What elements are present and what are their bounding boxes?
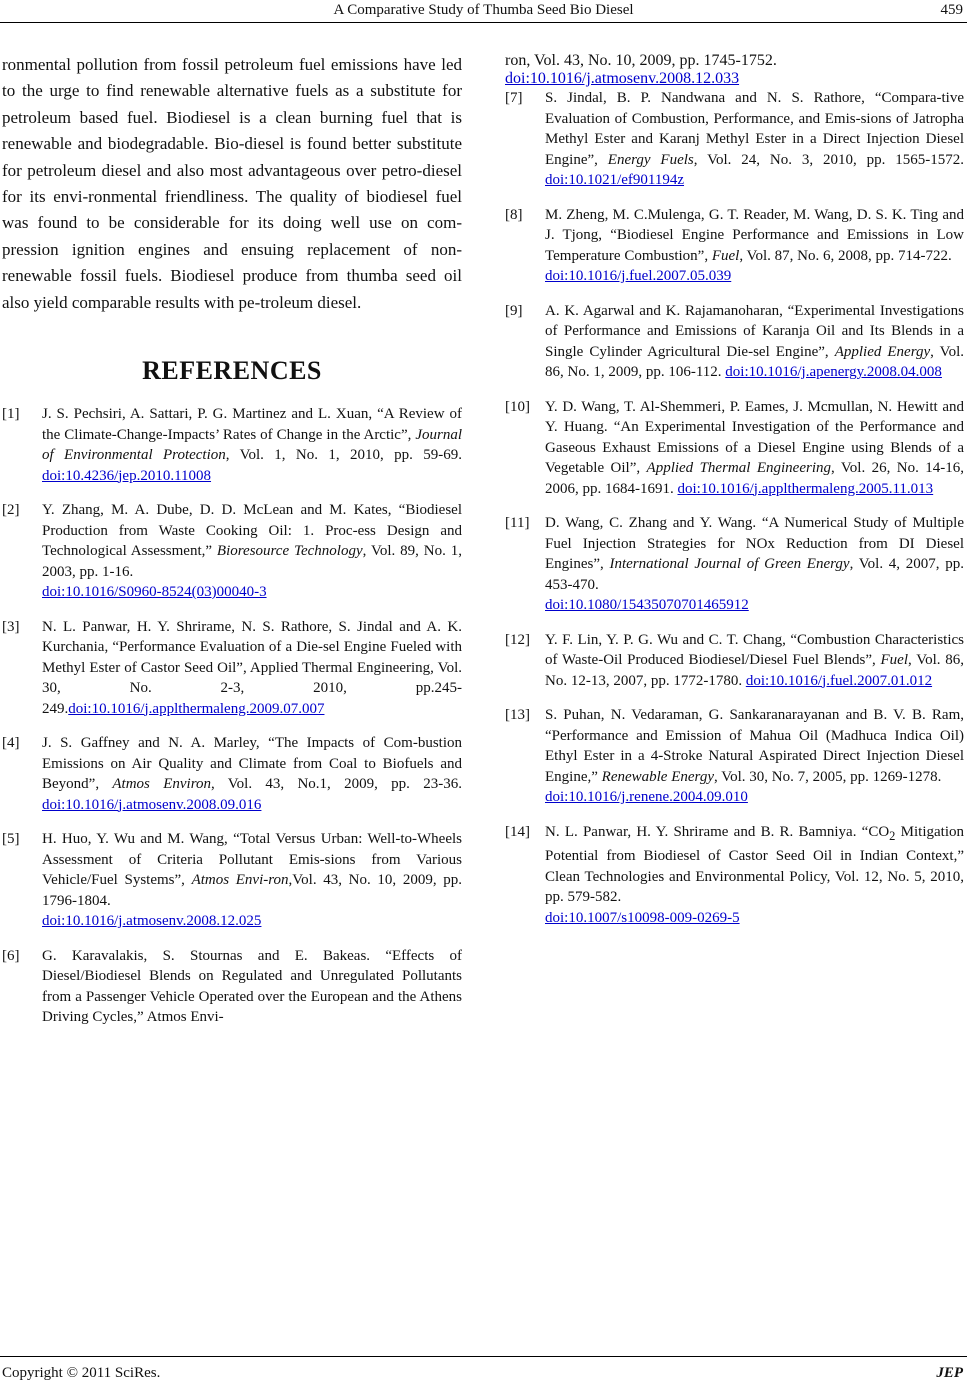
doi-link[interactable]: doi:10.1016/j.atmosenv.2008.09.016 [42, 796, 262, 813]
reference-number: [3] [2, 618, 20, 635]
reference-5: [5] H. Huo, Y. Wu and M. Wang, “Total Versus Urban: Well-to-Wheels Assessment of Criteria Pollutant Emis-sions from Various Vehicle/Fuel Systems”, Atmos Envi-ron,Vol. 43, No. 10, 2009, pp. 1796-1804. doi:10.1016/j.atmosenv.2008.12.025 [2, 831, 463, 930]
reference-number: [9] [505, 302, 523, 319]
reference-number: [10] [505, 398, 530, 415]
reference-14: [14] N. L. Panwar, H. Y. Shrirame and B. R. Bamniya. “$CO_2$ Mitigation Potential from Biodiesel of Castor Seed Oil in Indian Context,” Clean Technologies and Environmental Policy, Vol. 12, No. 5, 2010, pp. 579-582. doi:10.1007/s10098-009-0269-5 [505, 823, 964, 926]
copyright-notice: Copyright © 2011 SciRes. [2, 1365, 161, 1381]
subscript: 2 [889, 828, 896, 843]
doi-link[interactable]: doi:10.1016/j.fuel.2007.01.012 [745, 672, 933, 689]
doi-link[interactable]: doi:10.4236/jep.2010.11008 [42, 467, 212, 484]
doi-link[interactable]: doi:10.1016/j.apenergy.2008.04.008 [725, 364, 942, 380]
doi-link[interactable]: doi:10.1016/j.atmosenv.2008.12.025 [42, 913, 262, 930]
reference-1: [1] J. S. Pechsiri, A. Sattari, P. G. Martinez and L. Xuan, “A Review of the Climate-Change-Impacts’ Rates of Change in the Arctic”, Journal of Environmental Protection, Vol. 1, No. 1, 2010, pp. 59-69. doi:10.4236/jep.2010.11008 [2, 406, 462, 484]
journal-name: Atmos Envi-ron [191, 872, 289, 889]
reference-3: [3] N. L. Panwar, H. Y. Shrirame, N. S. Rathore, S. Jindal and A. K. Kurchania, “Performance Evaluation of a Die-sel Engine Fueled with Methyl Ester of Castor Seed Oil”, Applied Thermal Engineering, Vol. 30, No. 2-3, 2010, pp.245-249.doi:10.1016/j.applthermaleng.2009.07.007 [2, 618, 462, 717]
journal-name: Fuel [880, 652, 909, 668]
running-header [0, 0, 967, 22]
reference-8: [8] M. Zheng, M. C.Mulenga, G. T. Reader, M. Wang, D. S. K. Ting and J. Tjong, “Biodiesel Engine Performance and Emissions in Low Temperature Combustion”, Fuel, Vol. 87, No. 6, 2008, pp. 714-722. doi:10.1016/j.fuel.2007.05.039 [505, 206, 964, 284]
journal-name: Fuel [711, 247, 740, 264]
journal-name: Applied Energy [834, 343, 931, 360]
reference-number: [8] [505, 206, 523, 223]
reference-11: [11] D. Wang, C. Zhang and Y. Wang. “A Numerical Study of Multiple Fuel Injection Strategies for NOx Reduction from DI Diesel Engines”, International Journal of Green Energy, Vol. 4, 2007, pp. 453-470. doi:10.1080/15435070701465912 [505, 515, 965, 613]
reference-number: [2] [2, 502, 20, 519]
doi-link[interactable]: doi:10.1021/ef901194z [545, 172, 685, 188]
journal-name: Renewable Energy [601, 768, 714, 785]
journal-name: International Journal of Green Energy [609, 556, 850, 572]
reference-number: [4] [2, 735, 20, 752]
journal-name: Applied Thermal Engineering [646, 460, 831, 476]
doi-link[interactable]: doi:10.1016/j.applthermaleng.2005.11.013 [677, 480, 934, 497]
page-footer [0, 1356, 967, 1386]
journal-name: Atmos Environ [112, 776, 211, 793]
journal-name: Journal of Environmental Protection [42, 426, 462, 464]
reference-4: [4] J. S. Gaffney and N. A. Marley, “The Impacts of Com-bustion Emissions on Air Quality and Climate from Coal to Biofuels and Beyond”, Atmos Environ, Vol. 43, No.1, 2009, pp. 23-36. doi:10.1016/j.atmosenv.2008.09.016 [2, 735, 462, 813]
right-column [505, 52, 964, 942]
doi-link[interactable]: doi:10.1016/j.applthermaleng.2009.07.007 [68, 700, 325, 717]
reference-number: [12] [505, 631, 530, 648]
reference-2: [2] Y. Zhang, M. A. Dube, D. D. McLean and M. Kates, “Biodiesel Production from Waste Cooking Oil: 1. Proc-ess Design and Technological Assessment,” Bioresource Technology, Vol. 89, No. 1, 2003, pp. 1-16. doi:10.1016/S0960-8524(03)00040-3 [2, 502, 462, 601]
footer-rule [0, 1356, 967, 1357]
reference-number: [1] [2, 406, 20, 423]
reference-10: [10] Y. D. Wang, T. Al-Shemmeri, P. Eames, J. Mcmullan, N. Hewitt and Y. Huang. “An Experimental Investigation of the Performance and Gaseous Exhaust Emissions of a Diesel Engine using Blends of a Vegetable Oil”, Applied Thermal Engineering, Vol. 26, No. 14-16, 2006, pp. 1684-1691. doi:10.1016/j.applthermaleng.2005.11.013 [505, 398, 964, 497]
doi-link[interactable]: doi:10.1016/j.atmosenv.2008.12.033 [505, 70, 740, 87]
reference-number: [5] [2, 831, 20, 848]
references-heading: REFERENCES [142, 356, 322, 386]
left-column [2, 52, 462, 1042]
reference-number: [7] [505, 90, 523, 106]
page-number: 459 [940, 2, 963, 18]
journal-name: Energy Fuels [607, 151, 694, 168]
doi-link[interactable]: doi:10.1080/15435070701465912 [545, 597, 749, 613]
header-rule [0, 22, 967, 23]
journal-abbreviation: JEP [936, 1365, 963, 1381]
reference-9: [9] A. K. Agarwal and K. Rajamanoharan, “Experimental Investigations of Performance and Emissions of Karanja Oil and Its Blends in a Single Cylinder Agricultural Die-sel Engine”, Applied Energy, Vol. 86, No. 1, 2009, pp. 106-112. doi:10.1016/j.apenergy.2008.04.008 [505, 302, 964, 380]
reference-13: [13] S. Puhan, N. Vedaraman, G. Sankaranarayanan and B. V. B. Ram, “Performance and Emission of Mahua Oil (Madhuca Indica Oil) Ethyl Ester in a 4-Stroke Natural Aspirated Direct Injection Diesel Engine,” Renewable Energy, Vol. 30, No. 7, 2005, pp. 1269-1278. doi:10.1016/j.renene.2004.09.010 [505, 707, 964, 805]
reference-12: [12] Y. F. Lin, Y. P. G. Wu and C. T. Chang, “Combustion Characteristics of Waste-Oil Produced Biodiesel/Diesel Fuel Blends”, Fuel, Vol. 86, No. 12-13, 2007, pp. 1772-1780. doi:10.1016/j.fuel.2007.01.012 [505, 631, 964, 689]
doi-link[interactable]: doi:10.1016/S0960-8524(03)00040-3 [42, 584, 267, 601]
body-paragraph: ronmental pollution from fossil petroleum fuel emissions have led to the urge to find renewable alternative fuels as a substitute for petroleum based fuel. Biodiesel is a clean burning fuel that is renewable and biodegradable. Bio-diesel is found better substitute for petroleum diesel and also most advantageous over petro-diesel for its envi-ronmental friendliness. The quality of biodiesel fuel was found to be considerable for its doing well use on com-pression ignition engines and ensuing replacement of non-renewable fossil fuels. Biodiesel produce from thumba seed oil also yield comparable results with pe-troleum diesel. [2, 55, 462, 312]
doi-link[interactable]: doi:10.1007/s10098-009-0269-5 [545, 909, 740, 926]
journal-name: Bioresource Technology [216, 543, 363, 560]
reference-number: [11] [505, 515, 530, 531]
reference-6-continued: ron, Vol. 43, No. 10, 2009, pp. 1745-1752. doi:10.1016/j.atmosenv.2008.12.033 [505, 52, 777, 87]
reference-6: [6] G. Karavalakis, S. Stournas and E. Bakeas. “Effects of Diesel/Biodiesel Blends on Regulated and Unregulated Pollutants from a Passenger Vehicle Operated over the European and the Athens Driving Cycles,” Atmos Envi- [2, 947, 462, 1026]
doi-link[interactable]: doi:10.1016/j.fuel.2007.05.039 [545, 268, 732, 284]
reference-number: [13] [505, 707, 530, 723]
doi-link[interactable]: doi:10.1016/j.renene.2004.09.010 [545, 789, 748, 805]
reference-number: [14] [505, 823, 530, 840]
running-title: A Comparative Study of Thumba Seed Bio Diesel [333, 2, 634, 18]
reference-7: [7] S. Jindal, B. P. Nandwana and N. S. Rathore, “Compara-tive Evaluation of Combustion, Performance, and Emis-sions of Jatropha Methyl Ester and Karanj Methyl Ester in a Direct Injection Diesel Engine”, Energy Fuels, Vol. 24, No. 3, 2010, pp. 1565-1572. doi:10.1021/ef901194z [505, 90, 964, 188]
reference-number: [6] [2, 947, 20, 964]
